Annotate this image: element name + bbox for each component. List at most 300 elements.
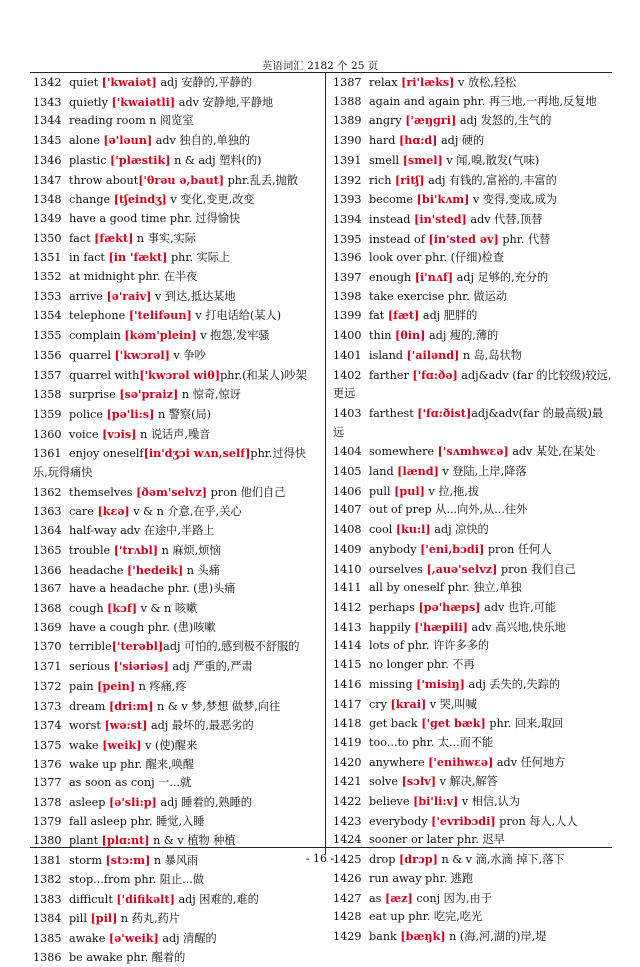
vocab-entry [333,442,613,462]
entry-definition: phr. 吃完,吃光 [404,910,483,924]
vocab-entry [333,714,613,734]
vocab-entry [33,890,313,910]
vocab-entry [33,151,313,171]
entry-word: awake [69,931,109,945]
vocab-entry [333,288,613,307]
entry-word: out of [369,503,402,517]
entry-definition: phr. 醒着的 [122,950,186,964]
entry-phonetic: ['evribɔdi] [431,813,496,828]
entry-definition: n & v 植物 种植 [149,834,236,848]
entry-definition: adj 可怕的,感到极不舒服的 [163,640,300,654]
entry-word: storm [69,854,106,868]
vocab-entry [33,405,313,425]
vocab-entry [33,793,313,813]
vocab-entry [333,927,613,947]
entry-number: 1423 [333,814,362,828]
vocab-entry [333,579,613,598]
entry-definition: phr. 独立,单独 [444,581,522,595]
entry-definition: pron 他们自己 [207,485,286,499]
entry-number: 1390 [333,134,362,148]
entry-phonetic: ['ailənd] [406,347,460,362]
entry-phonetic: ['eni,bɔdi] [420,541,485,556]
entry-definition: v (使)醒来 [141,738,198,752]
entry-definition: n 麻烦,烦恼 [158,543,221,557]
entry-number: 1366 [33,563,62,577]
entry-definition: adv 高兴地,快乐地 [467,620,566,634]
entry-phonetic: [pul] [394,483,425,498]
entry-phonetic: [ə'raiv] [106,288,152,303]
entry-number: 1388 [333,94,362,108]
vocab-entry [333,889,613,909]
entry-number: 1425 [333,853,362,867]
entry-word: too...to [369,735,409,749]
vocab-entry [33,190,313,210]
entry-definition: n (海,河,湖的)岸,堤 [445,929,547,943]
entry-phonetic: [stɔ:m] [105,853,151,868]
entry-phonetic: [lænd] [397,464,439,479]
entry-number: 1383 [33,892,62,906]
entry-word: run away [369,871,422,885]
entry-definition: adv 也许,可能 [480,600,557,614]
entry-word: pull [369,484,395,498]
entry-phonetic: [ritʃ] [394,172,425,187]
entry-definition: v 解决,解答 [436,775,498,789]
entry-definition: n & v 梦,梦想 做梦,向往 [153,699,281,713]
entry-number: 1422 [333,795,362,809]
entry-phonetic: ['fɑ:ðə] [412,367,458,382]
entry-number: 1371 [33,660,62,674]
entry-word: wake up [69,757,117,771]
entry-definition: adj 发怒的,生气的 [456,114,552,128]
vocab-entry [333,908,613,927]
entry-definition: prep 从...向外,从...往外 [401,503,528,517]
entry-number: 1395 [333,232,362,246]
entry-phonetic: ['difikəlt] [116,891,175,906]
entry-word: look over [369,251,422,265]
entry-definition: v 变化,变更,改变 [166,193,255,207]
entry-phonetic: [ə'sli:p] [108,795,157,810]
entry-phonetic: ['siəriəs] [113,659,169,674]
entry-definition: adv 在途中,半路上 [116,524,215,538]
entry-number: 1411 [333,581,362,595]
entry-number: 1360 [33,427,62,441]
entry-definition: adj 瘦的,薄的 [425,329,499,343]
entry-definition: phr. 许许多多的 [403,639,490,653]
vocab-entry [33,599,313,619]
entry-word: missing [369,677,417,691]
vocab-entry [333,675,613,695]
entry-number: 1384 [33,912,62,926]
entry-phonetic: [wə:st] [104,718,148,733]
entry-word: solve [369,775,402,789]
entry-definition: adj 硬的 [437,134,485,148]
entry-phonetic: [pə'li:s] [106,406,155,421]
vocab-entry [33,909,313,929]
entry-word: anywhere [369,755,429,769]
entry-number: 1363 [33,505,62,519]
entry-number: 1358 [33,388,62,402]
entry-number: 1357 [33,368,62,382]
entry-phonetic: ['fɑ:ðist] [417,405,472,420]
entry-number: 1399 [333,309,362,323]
entry-word: anybody [369,542,421,556]
entry-definition: conj 一...就 [127,776,192,790]
entry-number: 1377 [33,776,62,790]
entry-phonetic: ['enihwɛə] [428,754,494,769]
vocab-column-left [33,73,313,967]
vocab-entry [33,677,313,697]
entry-definition: n & adj 塑料(的) [170,153,262,167]
entry-definition: n & v 滴,水滴 掉下,落下 [437,853,565,867]
entry-number: 1379 [33,814,62,828]
entry-definition: n 疼痛,疼 [135,679,187,693]
vocab-entry [33,522,313,541]
entry-number: 1415 [333,658,362,672]
entry-word: farthest [369,406,418,420]
vocab-entry [333,637,613,656]
vocab-entry [333,151,613,171]
entry-word: enjoy oneself [69,447,144,461]
entry-word: have a good time [69,211,167,225]
vocab-entry [33,93,313,113]
entry-word: serious [69,660,114,674]
entry-definition: adj 丢失的,失踪的 [464,677,561,691]
entry-word: angry [369,114,406,128]
entry-phonetic: [ə'weik] [108,930,159,945]
entry-definition: phr. 阻止...做 [130,872,205,886]
entry-definition: adv 代替,顶替 [466,212,543,226]
vocab-entry [33,425,313,445]
entry-number: 1380 [33,834,62,848]
entry-word: somewhere [369,445,438,459]
vocab-entry [333,462,613,482]
entry-definition: adj 凉快的 [430,523,489,537]
entry-definition: v 放松,轻松 [454,76,517,89]
entry-phonetic: ['kwɔrəl wiθ] [139,367,221,382]
entry-word: trouble [69,543,114,557]
entry-word: worst [69,719,105,733]
vocab-entry [333,812,613,832]
entry-phonetic: [æz] [384,890,413,905]
entry-word: happily [369,620,415,634]
vocab-entry [333,404,613,442]
entry-number: 1389 [333,114,362,128]
entry-number: 1419 [333,735,362,749]
entry-number: 1429 [333,929,362,943]
entry-word: themselves [69,485,137,499]
vocab-entry [333,540,613,560]
entry-number: 1403 [333,406,362,420]
vocab-entry [33,756,313,775]
entry-number: 1361 [33,447,62,461]
entry-phonetic: ['hedeik] [126,562,184,577]
entry-phonetic: ['kwɔrəl] [114,347,170,362]
entry-phonetic: [weik] [102,737,142,752]
entry-definition: adj 最坏的,最恶劣的 [147,719,254,733]
entry-definition: adv 安静地,平静地 [175,95,274,109]
entry-number: 1364 [33,524,62,538]
entry-number: 1398 [333,289,362,303]
entry-number: 1369 [33,620,62,634]
entry-number: 1373 [33,699,62,713]
entry-word: arrive [69,289,107,303]
entry-number: 1385 [33,931,62,945]
entry-number: 1367 [33,582,62,596]
entry-definition: phr. 不再 [423,658,475,672]
vocab-entry [33,561,313,581]
entry-number: 1372 [33,679,62,693]
entry-word: all by oneself [369,581,445,595]
entry-word: enough [369,271,415,285]
entry-phonetic: [in'sted] [414,211,467,226]
vocab-entry [33,483,313,503]
entry-definition: n 头痛 [183,563,220,577]
vocab-entry [333,346,613,366]
entry-word: cough [69,601,108,615]
entry-definition: v 哭,叫喊 [426,697,477,711]
entry-definition: phr. 逃跑 [421,871,474,885]
entry-word: dream [69,699,109,713]
vocab-entry [33,831,313,851]
entry-phonetic: [krai] [390,696,427,711]
entry-phonetic: [ri'læks] [401,75,455,89]
entry-number: 1407 [333,503,362,517]
entry-phonetic: [i'nʌf] [414,270,454,285]
entry-definition: phr.过得快乐,玩得痛快 [33,447,307,480]
entry-number: 1405 [333,465,362,479]
entry-number: 1424 [333,833,362,847]
entry-number: 1410 [333,562,362,576]
entry-number: 1349 [33,211,62,225]
entry-phonetic: ['plæstik] [110,152,171,167]
entry-word: take exercise [369,289,445,303]
vocab-entry [333,93,613,112]
entry-number: 1393 [333,193,362,207]
entry-number: 1368 [33,601,62,615]
entry-phonetic: [bi'kʌm] [416,192,470,207]
entry-phonetic: [ku:l] [395,522,431,537]
entry-definition: phr.乱丢,抛散 [224,173,298,187]
entry-word: relax [369,76,402,89]
entry-number: 1401 [333,348,362,362]
entry-number: 1356 [33,348,62,362]
entry-phonetic: [pein] [97,678,136,693]
entry-definition: phr. 做运动 [444,289,507,303]
entry-number: 1420 [333,755,362,769]
entry-word: sooner or later [369,833,454,847]
entry-word: quarrel with [69,368,140,382]
entry-number: 1362 [33,485,62,499]
vocab-entry [333,482,613,502]
entry-phonetic: [drɔp] [398,852,438,867]
entry-number: 1378 [33,796,62,810]
vocab-entry [33,306,313,326]
entry-definition: v & n 咳嗽 [137,601,198,615]
entry-number: 1406 [333,484,362,498]
vocab-entry [33,697,313,717]
entry-phonetic: [kəm'plein] [124,328,197,343]
entry-definition: v & n 介意,在乎,关心 [129,505,242,519]
vocab-entry [333,792,613,812]
entry-phonetic: ['telifəun] [128,308,192,323]
entry-definition: pron 任何人 [484,542,552,556]
entry-word: fall asleep [69,814,127,828]
entry-word: as [369,891,385,905]
entry-number: 1413 [333,620,362,634]
vocab-entry [33,580,313,599]
entry-phonetic: [hɑ:d] [398,133,438,148]
entry-phonetic: ['trʌbl] [113,542,159,557]
entry-word: quietly [69,95,112,109]
entry-number: 1394 [333,212,362,226]
entry-word: fat [369,309,388,323]
entry-word: instead [369,212,415,226]
entry-number: 1396 [333,251,362,265]
entry-definition: v 拉,拖,拔 [424,484,479,498]
vocab-entry [33,112,313,131]
entry-word: thin [369,329,396,343]
entry-definition: adj&adv(far 的最高级)最远 [333,406,604,439]
entry-phonetic: [θin] [395,328,426,343]
entry-phonetic: [sə'praiz] [119,387,179,402]
entry-number: 1427 [333,891,362,905]
entry-number: 1343 [33,95,62,109]
entry-definition: pron 每人,人人 [495,814,578,828]
entry-word: everybody [369,814,432,828]
vocab-entry [333,190,613,210]
entry-word: lots of [369,639,404,653]
entry-word: no longer [369,658,424,672]
entry-definition: adj&adv (far 的比较级)较远,更远 [333,368,612,401]
vocab-entry [333,171,613,191]
vocab-entry [33,637,313,657]
entry-word: terrible [69,640,112,654]
entry-phonetic: ['hæpili] [414,619,468,634]
entry-word: plastic [69,153,111,167]
entry-definition: v 到达,抵达某地 [151,289,236,303]
entry-number: 1404 [333,445,362,459]
entry-word: quiet [69,76,102,89]
vocab-entry [333,618,613,638]
entry-word: wake [69,738,103,752]
entry-word: get back [369,717,422,731]
entry-word: stop...from [69,872,131,886]
column-divider [325,72,326,854]
entry-definition: phr. 过得愉快 [166,211,241,225]
entry-word: asleep [69,796,109,810]
entry-number: 1352 [33,270,62,284]
entry-word: at midnight [69,270,135,284]
entry-definition: phr. 实际上 [167,251,231,265]
entry-definition: v 打电话给(某人) [191,309,282,323]
entry-definition: phr. 醒来,唤醒 [116,757,195,771]
vocab-entry [33,366,313,386]
vocab-entry [33,171,313,191]
vocab-entry [333,753,613,773]
entry-definition: n 警察(局) [154,407,212,421]
vocab-entry [333,210,613,230]
entry-word: bank [369,929,401,943]
vocab-entry [33,949,313,967]
entry-word: quarrel [69,348,115,362]
entry-definition: adj 有钱的,富裕的,丰富的 [424,173,557,187]
entry-word: island [369,348,407,362]
entry-word: fact [69,231,95,245]
entry-definition: phr. 回来,取回 [485,717,564,731]
entry-number: 1418 [333,717,362,731]
entry-phonetic: ['kwaiətli] [111,94,176,109]
entry-phonetic: ['sʌmhwɛə] [437,444,509,459]
vocab-entry [33,385,313,405]
entry-number: 1428 [333,910,362,924]
entry-number: 1392 [333,173,362,187]
vocab-entry [333,73,613,93]
entry-phonetic: [pə'hæps] [418,599,481,614]
vocab-entry [333,520,613,540]
vocab-entry [33,131,313,151]
entry-word: difficult [69,892,117,906]
vocab-entry [33,502,313,522]
entry-definition: adj 睡着的,熟睡的 [156,796,252,810]
vocab-entry [333,326,613,346]
vocab-entry [33,268,313,287]
entry-phonetic: [,auə'selvz] [426,561,498,576]
vocab-entry [333,366,613,404]
entry-word: pain [69,679,98,693]
vocab-entry [33,774,313,793]
entry-word: land [369,465,398,479]
entry-definition: phr. 在半夜 [134,270,198,284]
vocab-entry [33,657,313,677]
vocab-entry [33,619,313,638]
entry-number: 1386 [33,950,62,964]
entry-number: 1414 [333,639,362,653]
entry-word: complain [69,329,125,343]
entry-number: 1353 [33,289,62,303]
entry-phonetic: [ðəm'selvz] [136,484,208,499]
entry-number: 1346 [33,153,62,167]
entry-word: headache [69,563,127,577]
entry-phonetic: [kɔf] [107,600,138,615]
vocab-entry [333,656,613,675]
entry-phonetic: ['θrəu ə,baut] [138,172,225,187]
entry-phonetic: [kɛə] [97,504,130,519]
vocab-entry [33,346,313,366]
entry-phonetic: [in'dʒɔi wʌn,self] [143,446,251,461]
entry-word: alone [69,134,104,148]
entry-word: reading room [69,114,146,128]
entry-definition: phr. 太...而不能 [408,735,494,749]
entry-word: have a headache [69,582,165,596]
entry-number: 1370 [33,640,62,654]
entry-definition: v 争吵 [169,348,206,362]
entry-number: 1387 [333,76,362,89]
entry-word: be awake [69,950,123,964]
entry-word: rich [369,173,395,187]
entry-definition: pron 我们自己 [497,562,576,576]
entry-number: 1351 [33,251,62,265]
entry-word: become [369,193,417,207]
vocab-entry [333,131,613,151]
entry-phonetic: [dri:m] [108,698,154,713]
entry-definition: n 药丸,药片 [117,912,180,926]
entry-number: 1416 [333,677,362,691]
entry-word: change [69,193,114,207]
entry-number: 1347 [33,173,62,187]
vocab-entry [33,813,313,832]
entry-phonetic: [in'sted əv] [428,231,499,246]
entry-definition: phr. (患)头痛 [164,582,236,596]
